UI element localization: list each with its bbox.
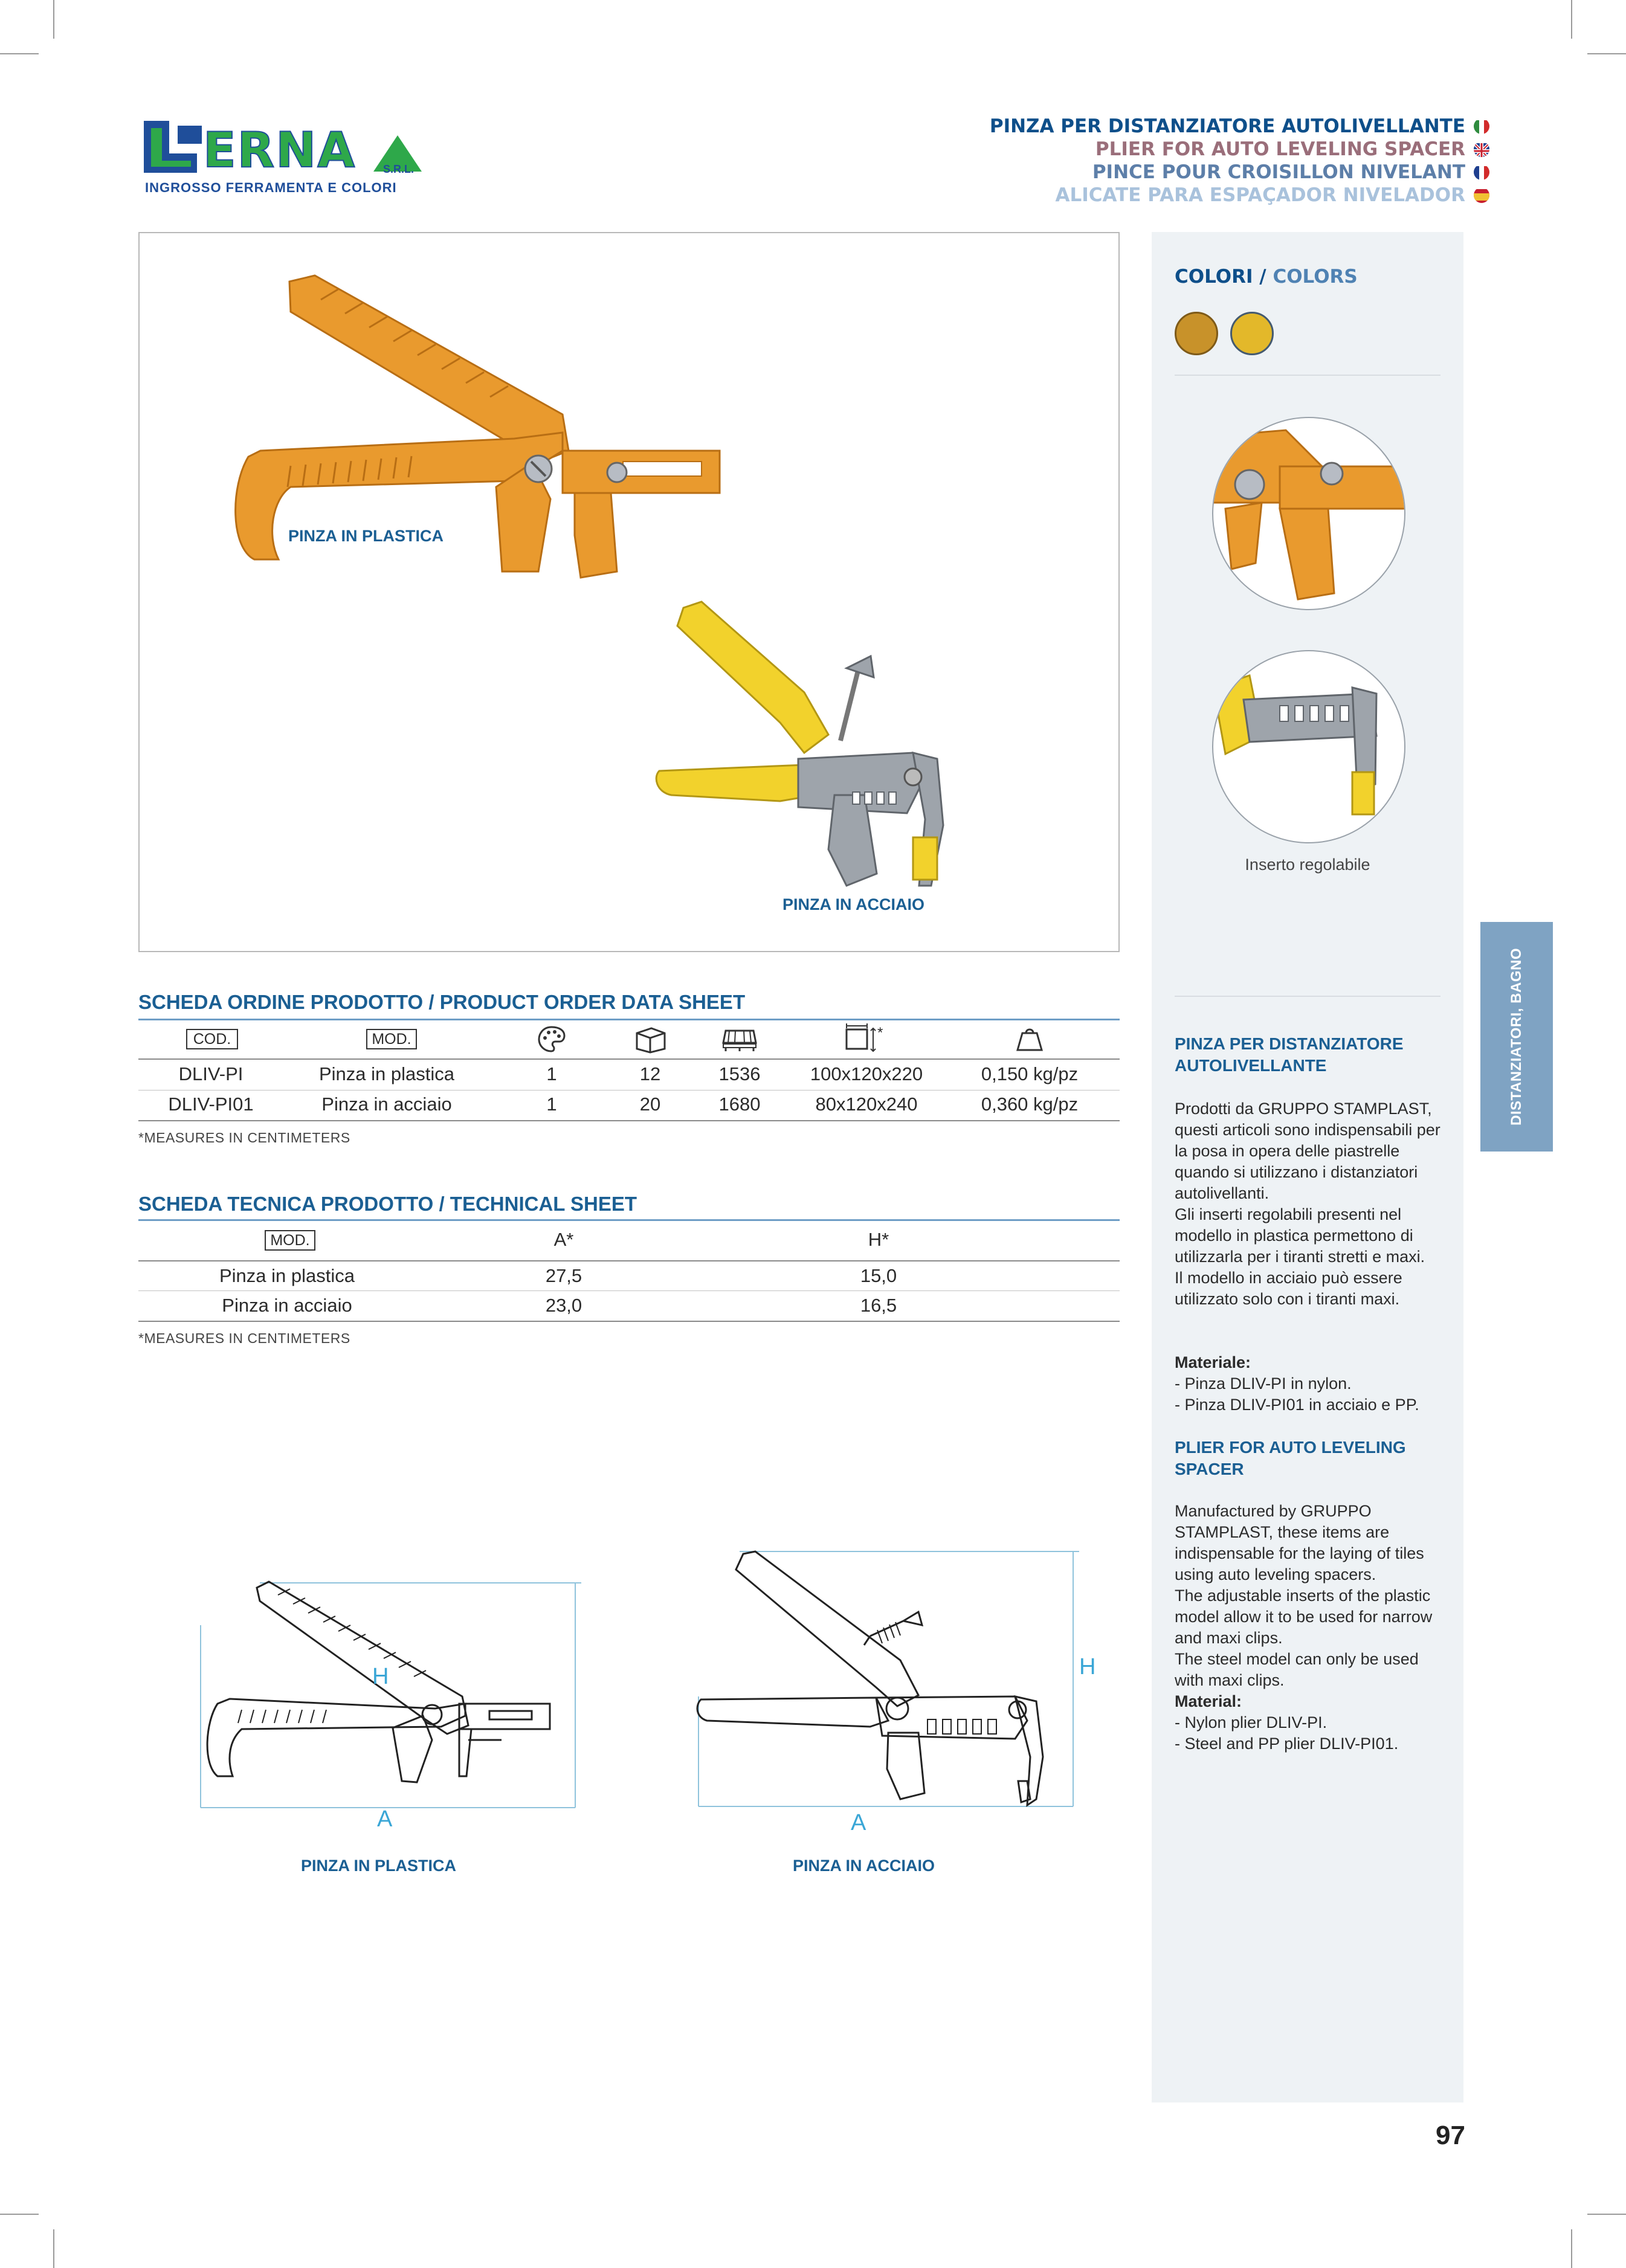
- crop-mark: [53, 2229, 54, 2268]
- category-tab[interactable]: [1480, 922, 1553, 1152]
- tech-sheet-note: *MEASURES IN CENTIMETERS: [138, 1330, 350, 1346]
- logo-graphic: [144, 117, 422, 180]
- colors-label-separator: /: [1253, 266, 1273, 288]
- tech-mod-cell: Pinza in acciaio: [222, 1295, 352, 1316]
- italian-material-1: - Pinza DLIV-PI in nylon.: [1175, 1374, 1352, 1393]
- product-photos: [140, 233, 1118, 951]
- italian-material-label: Materiale:: [1175, 1353, 1251, 1371]
- h-header: H*: [868, 1229, 889, 1250]
- italian-material-2: - Pinza DLIV-PI01 in acciaio e PP.: [1175, 1396, 1419, 1414]
- colors-cell: 1: [546, 1094, 557, 1115]
- detail-circle-plastic: [1212, 417, 1405, 610]
- brand-logo: [144, 117, 422, 196]
- title-english: [990, 138, 1465, 161]
- steel-drawing-caption: PINZA IN ACCIAIO: [793, 1857, 935, 1875]
- detail-steel-image: [1213, 651, 1404, 842]
- palette-icon: [537, 1025, 567, 1054]
- title-french: [990, 161, 1465, 184]
- box-icon: [633, 1025, 667, 1054]
- italian-heading: PINZA PER DISTANZIATORE AUTOLIVELLANTE: [1175, 1034, 1404, 1075]
- cod-header: COD.: [186, 1029, 238, 1049]
- svg-text:ERNA: ERNA: [203, 122, 356, 178]
- weight-cell: 0,360 kg/pz: [981, 1094, 1079, 1115]
- cod-cell: DLIV-PI01: [168, 1094, 254, 1115]
- table-rule: [138, 1290, 1120, 1291]
- crop-mark: [1587, 2214, 1626, 2215]
- mod-cell: Pinza in plastica: [318, 1063, 454, 1084]
- dimension-a-label: A: [851, 1810, 866, 1835]
- crop-mark: [0, 2214, 39, 2215]
- pallet-cell: 1536: [718, 1063, 761, 1084]
- color-swatch-yellow: [1230, 312, 1274, 355]
- dimension-h-label: H: [1079, 1654, 1096, 1680]
- tech-sheet-title: SCHEDA TECNICA PRODOTTO / TECHNICAL SHEET: [138, 1193, 637, 1215]
- plastic-plier-drawing: [193, 1565, 604, 1843]
- brand-subtitle: INGROSSO FERRAMENTA E COLORI: [145, 180, 397, 195]
- dimensions-icon: [843, 1022, 882, 1055]
- crop-mark: [53, 0, 54, 39]
- crop-mark: [1571, 2229, 1572, 2268]
- colors-label-it: COLORI: [1175, 266, 1253, 288]
- box-cell: 12: [639, 1063, 661, 1084]
- dimension-h-label: H: [372, 1664, 389, 1689]
- crop-mark: [1571, 0, 1572, 39]
- table-rule: [138, 1090, 1120, 1091]
- table-rule: [138, 1260, 1120, 1261]
- pallet-icon: [721, 1025, 758, 1054]
- steel-plier-caption: PINZA IN ACCIAIO: [782, 895, 924, 913]
- colors-heading: [1175, 266, 1358, 288]
- detail-plastic-image: [1213, 418, 1404, 609]
- a-cell: 27,5: [545, 1265, 582, 1286]
- steel-plier-drawing: [689, 1539, 1088, 1817]
- sidebar: [1152, 232, 1463, 2102]
- english-description: Manufactured by GRUPPO STAMPLAST, these items are indispensable for the laying of tiles using auto leveling spacers. The adjustable inserts of the plastic model allow it to be used for narrow and maxi clips. The steel model can only be used with maxi clips.: [1175, 1502, 1433, 1689]
- brand-srl: S.R.L.: [383, 163, 415, 175]
- weight-icon: [1015, 1025, 1044, 1054]
- weight-cell: 0,150 kg/pz: [981, 1063, 1079, 1084]
- mod-header: MOD.: [366, 1029, 417, 1049]
- cod-cell: DLIV-PI: [178, 1063, 244, 1084]
- dimension-a-label: A: [377, 1806, 393, 1832]
- mod-cell: Pinza in acciaio: [321, 1094, 452, 1115]
- colors-label-en: COLORS: [1273, 266, 1358, 288]
- divider: [1175, 375, 1440, 376]
- title-it-text: PINZA PER DISTANZIATORE AUTOLIVELLANTE: [989, 115, 1465, 137]
- english-heading: PLIER FOR AUTO LEVELING SPACER: [1175, 1438, 1406, 1478]
- plastic-drawing-caption: PINZA IN PLASTICA: [301, 1857, 457, 1875]
- english-material-1: - Nylon plier DLIV-PI.: [1175, 1713, 1328, 1732]
- category-tab-label: DISTANZIATORI, BAGNO: [1508, 948, 1524, 1126]
- english-material-label: Material:: [1175, 1692, 1242, 1710]
- italy-flag-icon: [1474, 118, 1489, 134]
- crop-mark: [0, 53, 39, 54]
- italian-description: Prodotti da GRUPPO STAMPLAST, questi articoli sono indispensabili per la posa in opera delle piastrelle quando si utilizzano i distanziatori autolivellanti. Gli inserti regolabili presenti nel modello in plastica permettono di utilizzarla per i tiranti stretti e maxi. Il modello in acciaio può essere utilizzato solo con i tiranti maxi.: [1175, 1100, 1440, 1308]
- crop-mark: [1587, 53, 1626, 54]
- tech-mod-header: MOD.: [265, 1230, 315, 1251]
- france-flag-icon: [1474, 164, 1489, 180]
- steel-plier-photo: [656, 602, 943, 886]
- dimensions-asterisk: *: [877, 1025, 883, 1041]
- divider: [1175, 996, 1440, 997]
- insert-caption: Inserto regolabile: [1245, 855, 1370, 874]
- pallet-cell: 1680: [718, 1094, 761, 1115]
- page-number: 97: [1436, 2121, 1465, 2150]
- english-material-2: - Steel and PP plier DLIV-PI01.: [1175, 1735, 1399, 1753]
- dims-cell: 80x120x240: [815, 1094, 918, 1115]
- table-rule: [138, 1120, 1120, 1121]
- table-rule: [138, 1058, 1120, 1060]
- dims-cell: 100x120x220: [810, 1063, 923, 1084]
- order-sheet-note: *MEASURES IN CENTIMETERS: [138, 1130, 350, 1145]
- colors-cell: 1: [546, 1063, 557, 1084]
- plastic-plier-caption: PINZA IN PLASTICA: [288, 527, 444, 545]
- uk-flag-icon: [1474, 141, 1489, 157]
- title-fr-text: PINCE POUR CROISILLON NIVELANT: [1092, 161, 1465, 183]
- a-header: A*: [553, 1229, 574, 1250]
- product-photo-box: [138, 232, 1120, 952]
- h-cell: 16,5: [860, 1295, 897, 1316]
- tech-mod-cell: Pinza in plastica: [219, 1265, 355, 1286]
- order-sheet-title: SCHEDA ORDINE PRODOTTO / PRODUCT ORDER DATA SHEET: [138, 991, 746, 1013]
- detail-circle-steel: [1212, 650, 1405, 843]
- title-en-text: PLIER FOR AUTO LEVELING SPACER: [1095, 138, 1465, 160]
- box-cell: 20: [639, 1094, 661, 1115]
- h-cell: 15,0: [860, 1265, 897, 1286]
- table-rule: [138, 1321, 1120, 1322]
- spain-flag-icon: [1474, 187, 1489, 203]
- table-rule: [138, 1019, 1120, 1020]
- a-cell: 23,0: [545, 1295, 582, 1316]
- title-block: [990, 115, 1465, 207]
- color-swatch-orange: [1175, 312, 1218, 355]
- title-italian: [990, 115, 1465, 138]
- title-spanish: [990, 184, 1465, 207]
- table-rule: [138, 1219, 1120, 1221]
- title-es-text: ALICATE PARA ESPAÇADOR NIVELADOR: [1055, 184, 1465, 206]
